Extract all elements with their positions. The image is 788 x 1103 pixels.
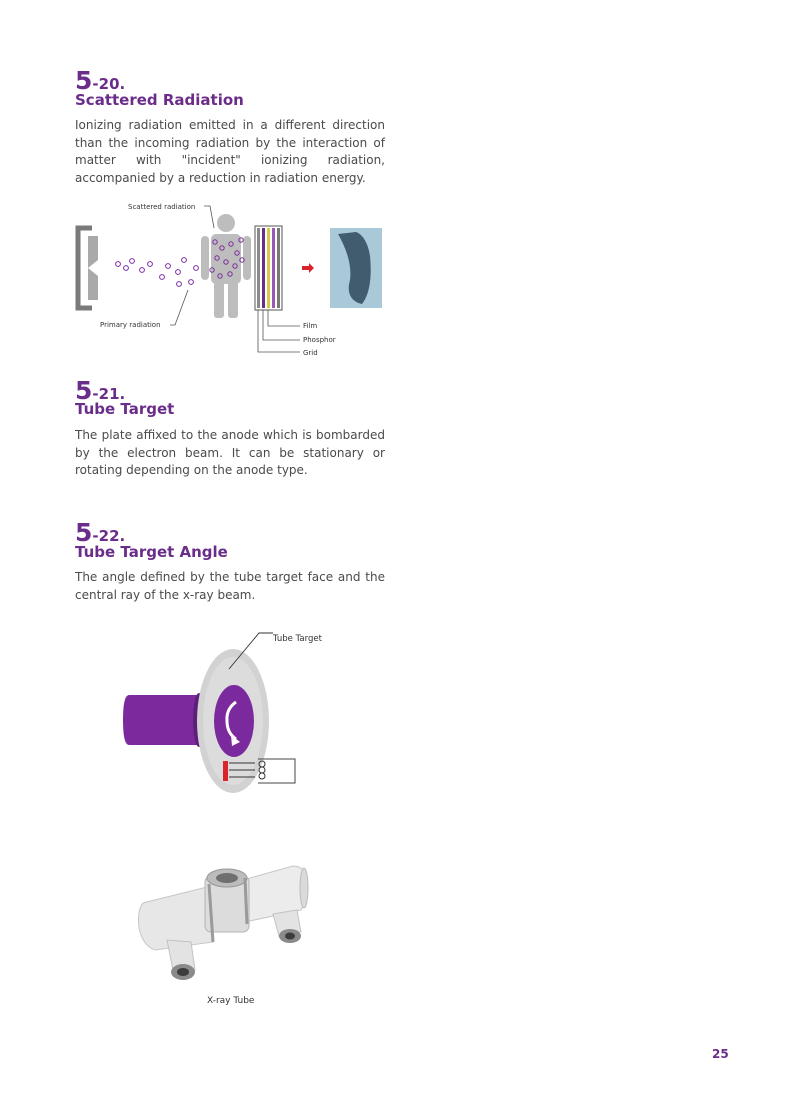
film-phosphor-grid-stack (255, 226, 282, 310)
section-number-5-20 (75, 68, 125, 93)
red-arrow-icon (302, 263, 314, 273)
particle-dots (116, 258, 199, 287)
caption-xray-tube: X-ray Tube (207, 996, 255, 1006)
human-body-icon (201, 214, 251, 318)
focal-spot (223, 761, 228, 781)
section-number-major: 5 (75, 376, 93, 405)
section-number-minor: -22. (92, 527, 126, 545)
section-title-tube-target: Tube Target (75, 400, 175, 418)
section-number-minor: -20. (92, 75, 126, 93)
section-title-tube-target-angle: Tube Target Angle (75, 543, 228, 561)
section-number-5-22 (75, 520, 125, 545)
anode-cylinder (123, 695, 197, 745)
section-number-major: 5 (75, 66, 93, 95)
scattered-radiation-diagram (70, 198, 390, 364)
section-body-tube-target: The plate affixed to the anode which is bombarded by the electron beam. It can be stationary or rotating depending on the anode type. (75, 428, 385, 478)
page-number: 25 (712, 1047, 729, 1061)
label-tube-target: Tube Target (273, 634, 322, 644)
section-number-major: 5 (75, 518, 93, 547)
label-film: Film (303, 322, 318, 330)
xray-source-icon (78, 228, 98, 308)
label-grid: Grid (303, 349, 318, 357)
xray-tube-image (133, 858, 319, 1008)
section-number-minor: -21. (92, 385, 126, 403)
tube-target-diagram (115, 625, 345, 800)
section-title-scattered-radiation: Scattered Radiation (75, 91, 244, 109)
label-scattered-radiation: Scattered radiation (128, 203, 196, 211)
section-body-tube-target-angle: The angle defined by the tube target face and the central ray of the x-ray beam. (75, 570, 385, 602)
section-body-scattered-radiation: Ionizing radiation emitted in a different direction than the incoming radiation by the interaction of matter with "incident" ionizing radiation, accompanied by a reduction in radiation energy. (75, 118, 385, 185)
label-primary-radiation: Primary radiation (100, 321, 161, 329)
label-phosphor: Phosphor (303, 336, 336, 344)
